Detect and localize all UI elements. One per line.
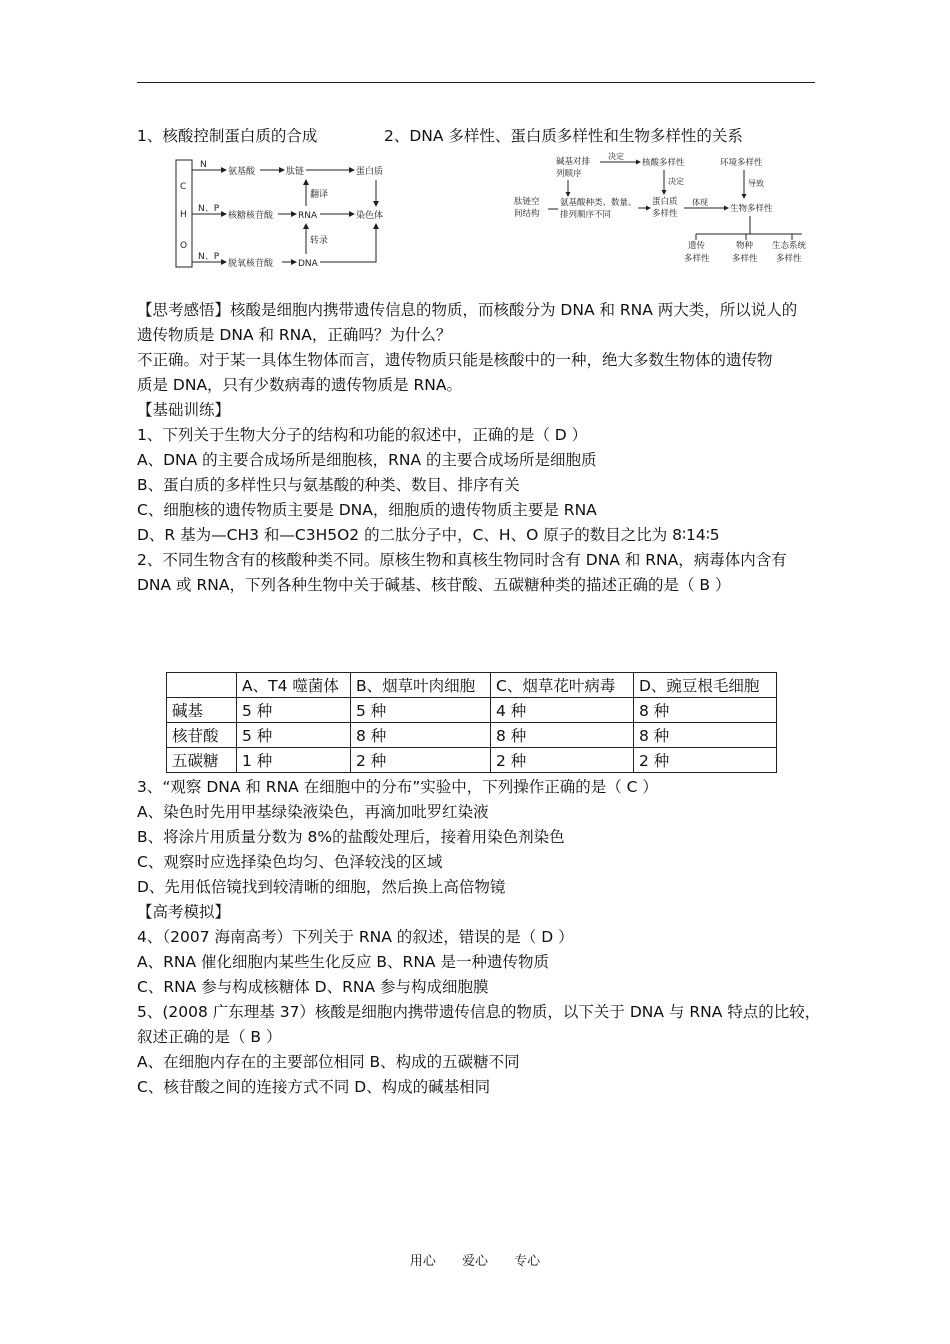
table-cell: 2 种: [351, 748, 491, 773]
table-cell: 五碳糖: [167, 748, 237, 773]
node-nucleic-diversity: 核酸多样性: [642, 158, 685, 168]
label-decide-2: 决定: [668, 177, 684, 186]
table-cell: 1 种: [237, 748, 351, 773]
table-header-row: [167, 673, 777, 698]
table-cell: 8 种: [351, 723, 491, 748]
text-line: 遗传物质是 DNA 和 RNA，正确吗？为什么？: [137, 326, 452, 344]
node-protein: 蛋白质: [356, 167, 384, 177]
label-np-1: N、P: [198, 204, 220, 214]
question-5: 5、(2008 广东理基 37）核酸是细胞内携带遗传信息的物质，以下关于 DNA 与 RNA 特点的比较，: [137, 1003, 821, 1021]
label-n: N: [200, 160, 207, 170]
option-line: A、RNA 催化细胞内某些生化反应 B、RNA 是一种遗传物质: [137, 953, 549, 971]
comparison-table: [166, 672, 777, 773]
question-4: 4、（2007 海南高考）下列关于 RNA 的叙述，错误的是（ D ）: [137, 928, 574, 946]
node-bio-diversity: 生物多样性: [730, 204, 773, 214]
option-line: A、在细胞内存在的主要部位相同 B、构成的五碳糖不同: [137, 1053, 520, 1071]
option-line: A、染色时先用甲基绿染液染色，再滴加吡罗红染液: [137, 803, 489, 821]
amino-variety-2: 排列顺序不同: [560, 210, 612, 220]
text-line: 不正确。对于某一具体生物体而言，遗传物质只能是核酸中的一种，绝大多数生物体的遗传物: [137, 351, 773, 369]
base-pair-1: 碱基对排: [556, 157, 591, 167]
section-heading: 【基础训练】: [137, 401, 231, 419]
eco-div-2: 多样性: [776, 254, 802, 264]
question-5-cont: 叙述正确的是（ B ）: [137, 1028, 282, 1046]
option-line: A、DNA 的主要合成场所是细胞核，RNA 的主要合成场所是细胞质: [137, 451, 597, 469]
amino-variety-1: 氨基酸种类、数量、: [560, 198, 637, 208]
node-deoxynucleotide: 脱氧核苷酸: [228, 259, 274, 269]
heading-2: 2、DNA 多样性、蛋白质多样性和生物多样性的关系: [384, 127, 743, 145]
table-cell: 5 种: [237, 723, 351, 748]
nucleic-protein-diagram: [170, 152, 390, 272]
diversity-diagram: [512, 150, 812, 268]
peptide-space-2: 间结构: [514, 209, 540, 219]
table-cell: 4 种: [491, 698, 634, 723]
table-cell: 8 种: [491, 723, 634, 748]
genetic-div-1: 遗传: [688, 241, 706, 251]
label-embody: 体现: [692, 198, 708, 207]
label-translate: 翻译: [310, 190, 329, 200]
label-decide-1: 决定: [608, 152, 624, 161]
genetic-div-2: 多样性: [684, 254, 710, 264]
peptide-space-1: 肽链空: [514, 197, 540, 207]
node-chromosome: 染色体: [356, 211, 384, 221]
question-3: 3、“观察 DNA 和 RNA 在细胞中的分布”实验中，下列操作正确的是（ C ）: [137, 778, 658, 796]
footer-text: 爱心: [461, 1254, 488, 1269]
node-env-diversity: 环境多样性: [720, 158, 763, 168]
table-cell: [167, 673, 237, 698]
table-cell: 8 种: [634, 723, 777, 748]
heading-1: 1、核酸控制蛋白质的合成: [137, 127, 318, 145]
elem-h: H: [180, 210, 187, 220]
elem-c: C: [180, 182, 187, 192]
table-cell: A、T4 噬菌体: [237, 673, 351, 698]
node-dna: DNA: [298, 259, 318, 269]
table-cell: 5 种: [237, 698, 351, 723]
option-line: C、细胞核的遗传物质主要是 DNA，细胞质的遗传物质主要是 RNA: [137, 501, 597, 519]
option-line: C、核苷酸之间的连接方式不同 D、构成的碱基相同: [137, 1078, 491, 1096]
question-1: 1、下列关于生物大分子的结构和功能的叙述中，正确的是（ D ）: [137, 426, 588, 444]
species-div-1: 物种: [736, 241, 754, 251]
footer-text: 用心: [409, 1254, 436, 1269]
table-cell: B、烟草叶肉细胞: [351, 673, 491, 698]
table-row: [167, 723, 777, 748]
question-2: 2、不同生物含有的核酸种类不同。原核生物和真核生物同时含有 DNA 和 RNA，病毒体内含有: [137, 551, 787, 569]
table-cell: 8 种: [634, 698, 777, 723]
label-cause: 导致: [748, 179, 764, 188]
page-footer: [0, 1250, 950, 1269]
text-line: 质是 DNA，只有少数病毒的遗传物质是 RNA。: [137, 376, 462, 394]
section-heading: 【高考模拟】: [137, 903, 231, 921]
protein-div-2: 多样性: [652, 209, 678, 219]
option-line: B、将涂片用质量分数为 8%的盐酸处理后，接着用染色剂染色: [137, 828, 565, 846]
table-cell: 碱基: [167, 698, 237, 723]
label-transcribe: 转录: [310, 236, 329, 246]
label-np-2: N、P: [198, 252, 220, 262]
table-cell: 2 种: [491, 748, 634, 773]
header-rule: [137, 82, 815, 83]
base-pair-2: 列顺序: [556, 169, 582, 179]
eco-div-1: 生态系统: [772, 241, 807, 251]
node-ribonucleotide: 核糖核苷酸: [228, 211, 274, 221]
option-line: D、R 基为—CH3 和—C3H5O2 的二肽分子中，C、H、O 原子的数目之比为 8∶14∶5: [137, 526, 720, 544]
node-amino-acid: 氨基酸: [228, 167, 256, 177]
elem-o: O: [180, 241, 188, 251]
option-line: C、RNA 参与构成核糖体 D、RNA 参与构成细胞膜: [137, 978, 489, 996]
option-line: C、观察时应选择染色均匀、色泽较浅的区域: [137, 853, 443, 871]
table-cell: D、豌豆根毛细胞: [634, 673, 777, 698]
table-cell: 5 种: [351, 698, 491, 723]
species-div-2: 多样性: [732, 254, 758, 264]
table-cell: C、烟草花叶病毒: [491, 673, 634, 698]
footer-text: 专心: [514, 1254, 541, 1269]
question-2-cont: DNA 或 RNA，下列各种生物中关于碱基、核苷酸、五碳糖种类的描述正确的是（ B ）: [137, 576, 731, 594]
table-row: [167, 748, 777, 773]
table-cell: 核苷酸: [167, 723, 237, 748]
option-line: D、先用低倍镜找到较清晰的细胞，然后换上高倍物镜: [137, 878, 506, 896]
node-peptide: 肽链: [286, 167, 305, 177]
table-row: [167, 698, 777, 723]
text-line: 【思考感悟】核酸是细胞内携带遗传信息的物质，而核酸分为 DNA 和 RNA 两大类，所以说人的: [137, 301, 798, 319]
protein-div-1: 蛋白质: [652, 197, 678, 207]
table-cell: 2 种: [634, 748, 777, 773]
option-line: B、蛋白质的多样性只与氨基酸的种类、数目、排序有关: [137, 476, 520, 494]
node-rna: RNA: [298, 211, 318, 221]
